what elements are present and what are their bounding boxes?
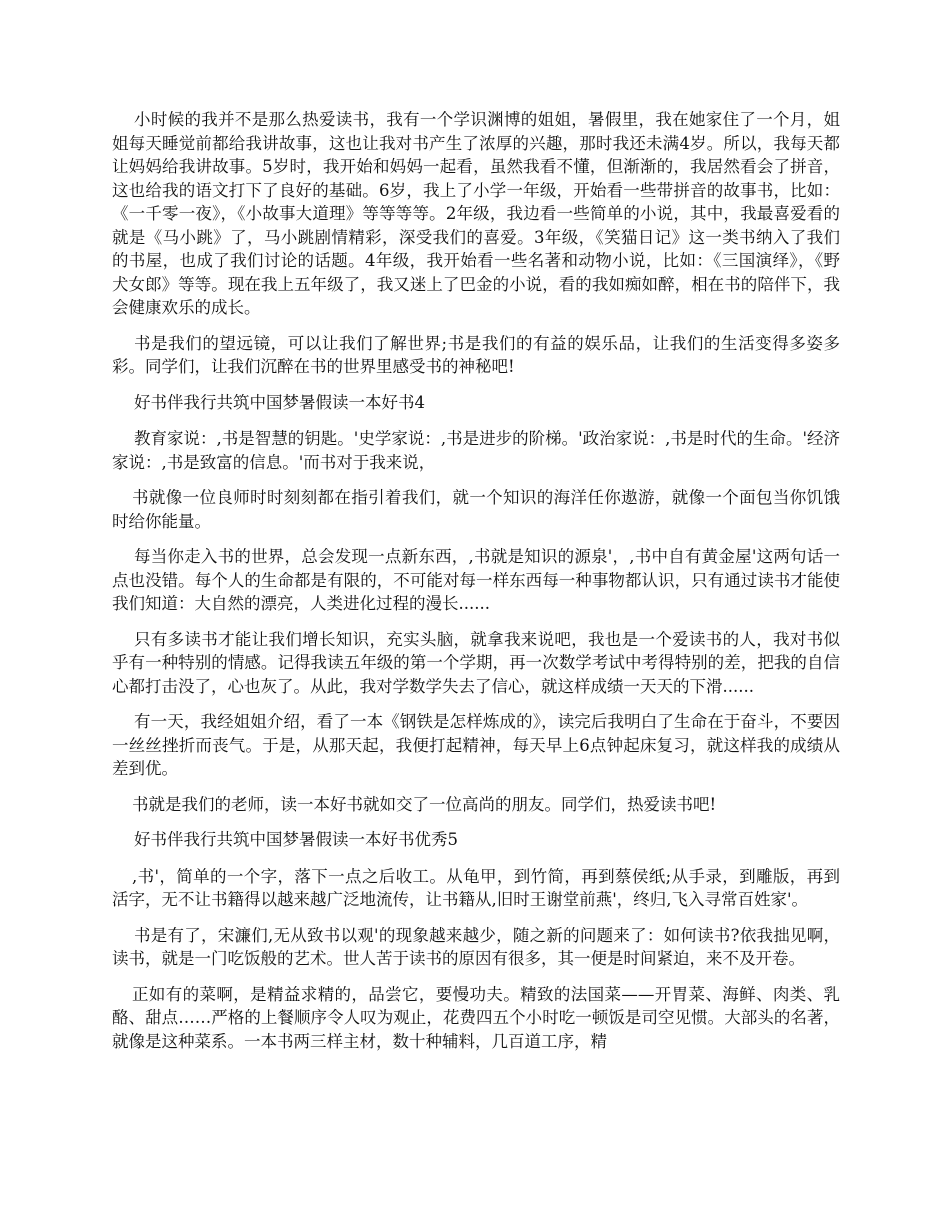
paragraph-teacher-guide: 书就像一位良师时时刻刻都在指引着我们，就一个知识的海洋任你遨游，就像一个面包当你饥饿时给你能量。 bbox=[112, 488, 840, 531]
document-page bbox=[112, 108, 840, 1065]
paragraph-telescope: 书是我们的望远镜，可以让我们了解世界;书是我们的有益的娱乐品，让我们的生活变得多姿多彩。同学们，让我们沉醉在书的世界里感受书的神秘吧! bbox=[112, 333, 840, 376]
paragraph-how-to-read: 书是有了，宋濂们,无从致书以观'的现象越来越少，随之新的问题来了：如何读书?依我拙见啊，读书，就是一门吃饭般的艺术。世人苦于读书的原因有很多，其一便是时间紧迫，来不及开卷。 bbox=[112, 925, 840, 968]
paragraph-grow-knowledge: 只有多读书才能让我们增长知识，充实头脑，就拿我来说吧，我也是一个爱读书的人，我对书似乎有一种特别的情感。记得我读五年级的第一个学期，再一次数学考试中考得特别的差，把我的自信心都打击没了，心也灰了。从此，我对学数学失去了信心，就这样成绩一天天的下滑...... bbox=[112, 629, 840, 696]
section-heading-4: 好书伴我行共筑中国梦暑假读一本好书4 bbox=[134, 392, 425, 412]
section-heading-5: 好书伴我行共筑中国梦暑假读一本好书优秀5 bbox=[134, 830, 458, 849]
paragraph-childhood-reading: 小时候的我并不是那么热爱读书，我有一个学识渊博的姐姐，暑假里，我在她家住了一个月，姐姐每天睡觉前都给我讲故事，这也让我对书产生了浓厚的兴趣，那时我还未满4岁。所以，我每天都让妈妈给我讲故事。5岁时，我开始和妈妈一起看，虽然我看不懂，但渐渐的，我居然看会了拼音，这也给我的语文打下了良好的基础。6岁，我上了小学一年级，开始看一些带拼音的故事书，比如：《一千零一夜》，《小故事大道理》等等等等。2年级，我边看一些简单的小说，其中，我最喜爱看的就是《马小跳》了，马小跳剧情精彩，深受我们的喜爱。3年级，《笑猫日记》这一类书纳入了我们的书屋，也成了我们讨论的话题。4年级，我开始看一些名著和动物小说，比如：《三国演绎》，《野犬女郎》等等。现在我上五年级了，我又迷上了巴金的小说，看的我如痴如醉，相在书的陪伴下，我会健康欢乐的成长。 bbox=[112, 110, 840, 317]
paragraph-quotes: 教育家说：,书是智慧的钥匙。'史学家说：,书是进步的阶梯。'政治家说：,书是时代的生命。'经济家说：,书是致富的信息。'而书对于我来说， bbox=[112, 429, 840, 472]
paragraph-book-teacher: 书就是我们的老师，读一本好书就如交了一位高尚的朋友。同学们，热爱读书吧! bbox=[132, 794, 717, 814]
paragraph-steel-book: 有一天，我经姐姐介绍，看了一本《钢铁是怎样炼成的》，读完后我明白了生命在于奋斗，不要因一丝丝挫折而丧气。于是，从那天起，我便打起精神，每天早上6点钟起床复习，就这样我的成绩从差到优。 bbox=[112, 712, 840, 778]
paragraph-french-cuisine: 正如有的菜啊，是精益求精的，品尝它，要慢功夫。精致的法国菜——开胃菜、海鲜、肉类、乳酪、甜点……严格的上餐顺序令人叹为观止，花费四五个小时吃一顿饭是司空见惯。大部头的名著，就像是这种菜系。一本书两三样主材，数十种辅料，几百道工序，精 bbox=[112, 984, 840, 1051]
paragraph-book-world: 每当你走入书的世界，总会发现一点新东西，,书就是知识的源泉'，,书中自有黄金屋'这两句话一点也没错。每个人的生命都是有限的，不可能对每一样东西每一种事物都认识，只有通过读书才能使我们知道：大自然的漂亮，人类进化过程的漫长...... bbox=[112, 547, 840, 613]
paragraph-book-history: ,书'，简单的一个字，落下一点之后收工。从龟甲，到竹简，再到蔡侯纸;从手录，到雕版，再到活字，无不让书籍得以越来越广泛地流传，让书籍从,旧时王谢堂前燕'，终归,飞入寻常百姓家'。 bbox=[112, 866, 840, 909]
